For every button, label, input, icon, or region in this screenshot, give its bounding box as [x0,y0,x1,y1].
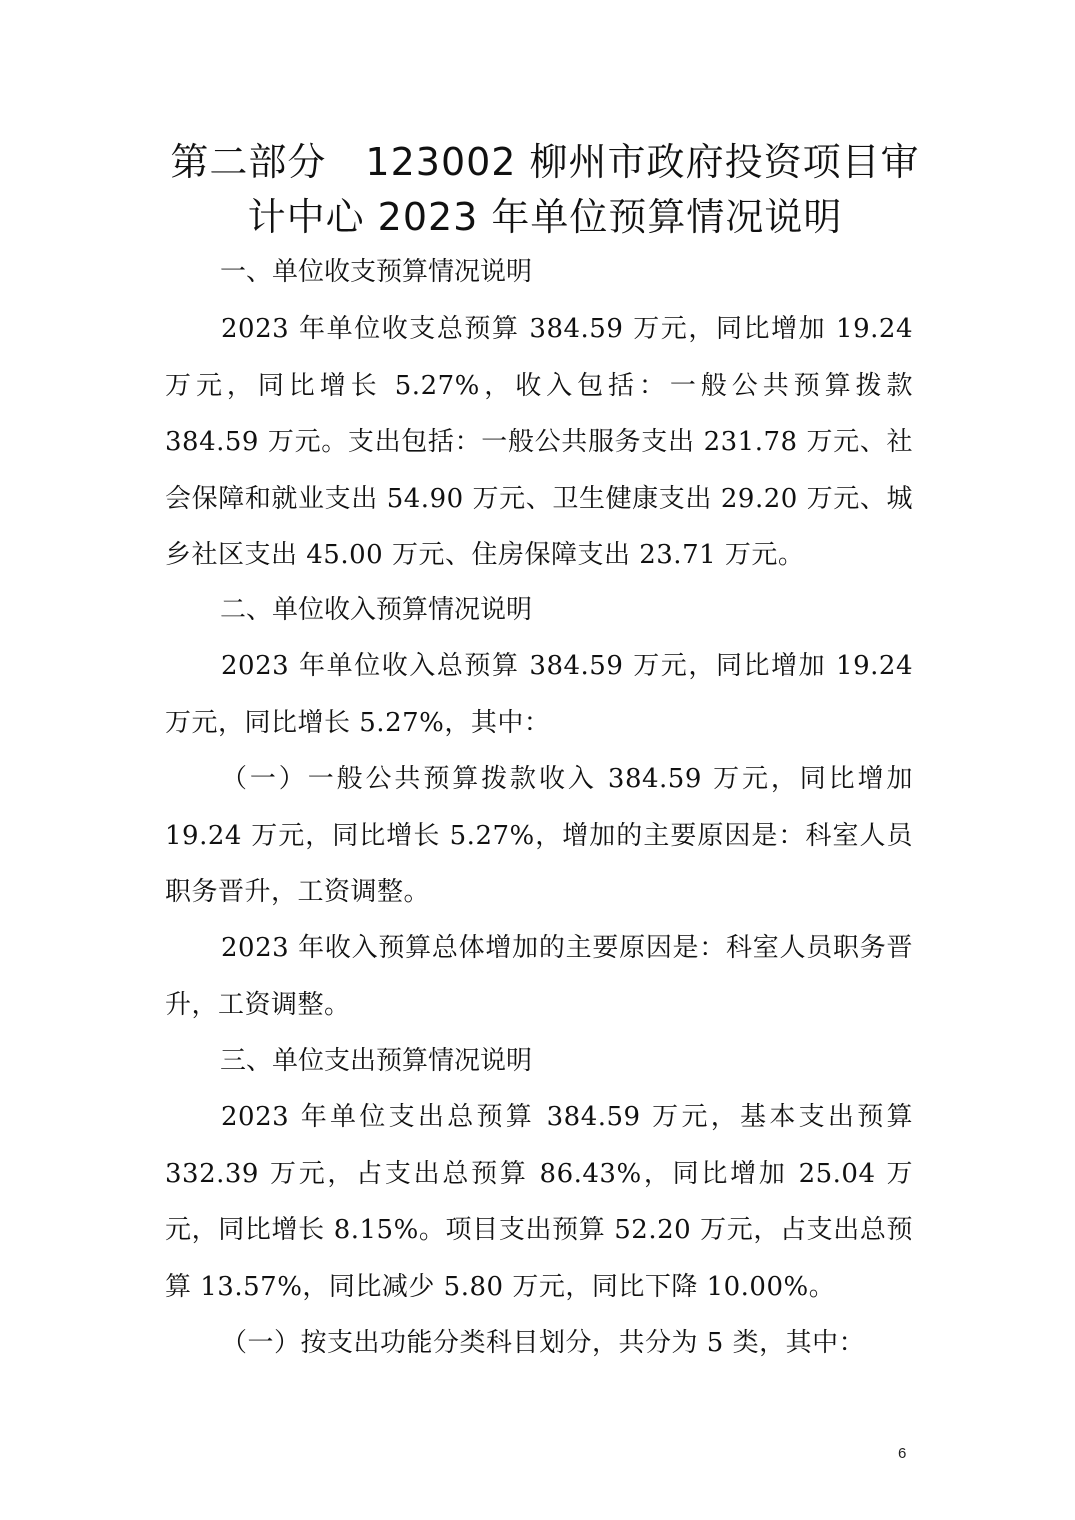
section-1-paragraph-1: 2023 年单位收支总预算 384.59 万元，同比增加 19.24 万元，同比增长 5.27%，收入包括：一般公共预算拨款 384.59 万元。支出包括：一般公共服务支出 231.78 万元、社会保障和就业支出 54.90 万元、卫生健康支出 29.20 万元、城乡社区支出 45.00 万元、住房保障支出 23.71 万元。 [165,314,913,570]
section-3-paragraph-2: （一）按支出功能分类科目划分，共分为 5 类，其中： [221,1328,866,1358]
section-heading-3: 三、单位支出预算情况说明 [220,1046,533,1076]
section-heading-2: 二、单位收入预算情况说明 [220,595,533,625]
document-title-line-1: 第二部分 123002 柳州市政府投资项目审 [170,140,920,184]
section-3-paragraph-1: 2023 年单位支出总预算 384.59 万元，基本支出预算 332.39 万元，占支出总预算 86.43%，同比增加 25.04 万元，同比增长 8.15%。项目支出预算 52.20 万元，占支出总预算 13.57%，同比减少 5.80 万元，同比下降 10.00%。 [165,1102,913,1302]
section-2-paragraph-2: （一）一般公共预算拨款收入 384.59 万元，同比增加 19.24 万元，同比增长 5.27%，增加的主要原因是：科室人员职务晋升，工资调整。 [165,764,913,907]
section-2-paragraph-1: 2023 年单位收入总预算 384.59 万元，同比增加 19.24 万元，同比增长 5.27%，其中： [165,651,913,738]
section-2-paragraph-3: 2023 年收入预算总体增加的主要原因是：科室人员职务晋升，工资调整。 [165,933,913,1020]
document-title-line-2: 计中心 2023 年单位预算情况说明 [247,195,843,239]
page-number: 6 [898,1445,907,1462]
section-heading-1: 一、单位收支预算情况说明 [220,257,533,287]
